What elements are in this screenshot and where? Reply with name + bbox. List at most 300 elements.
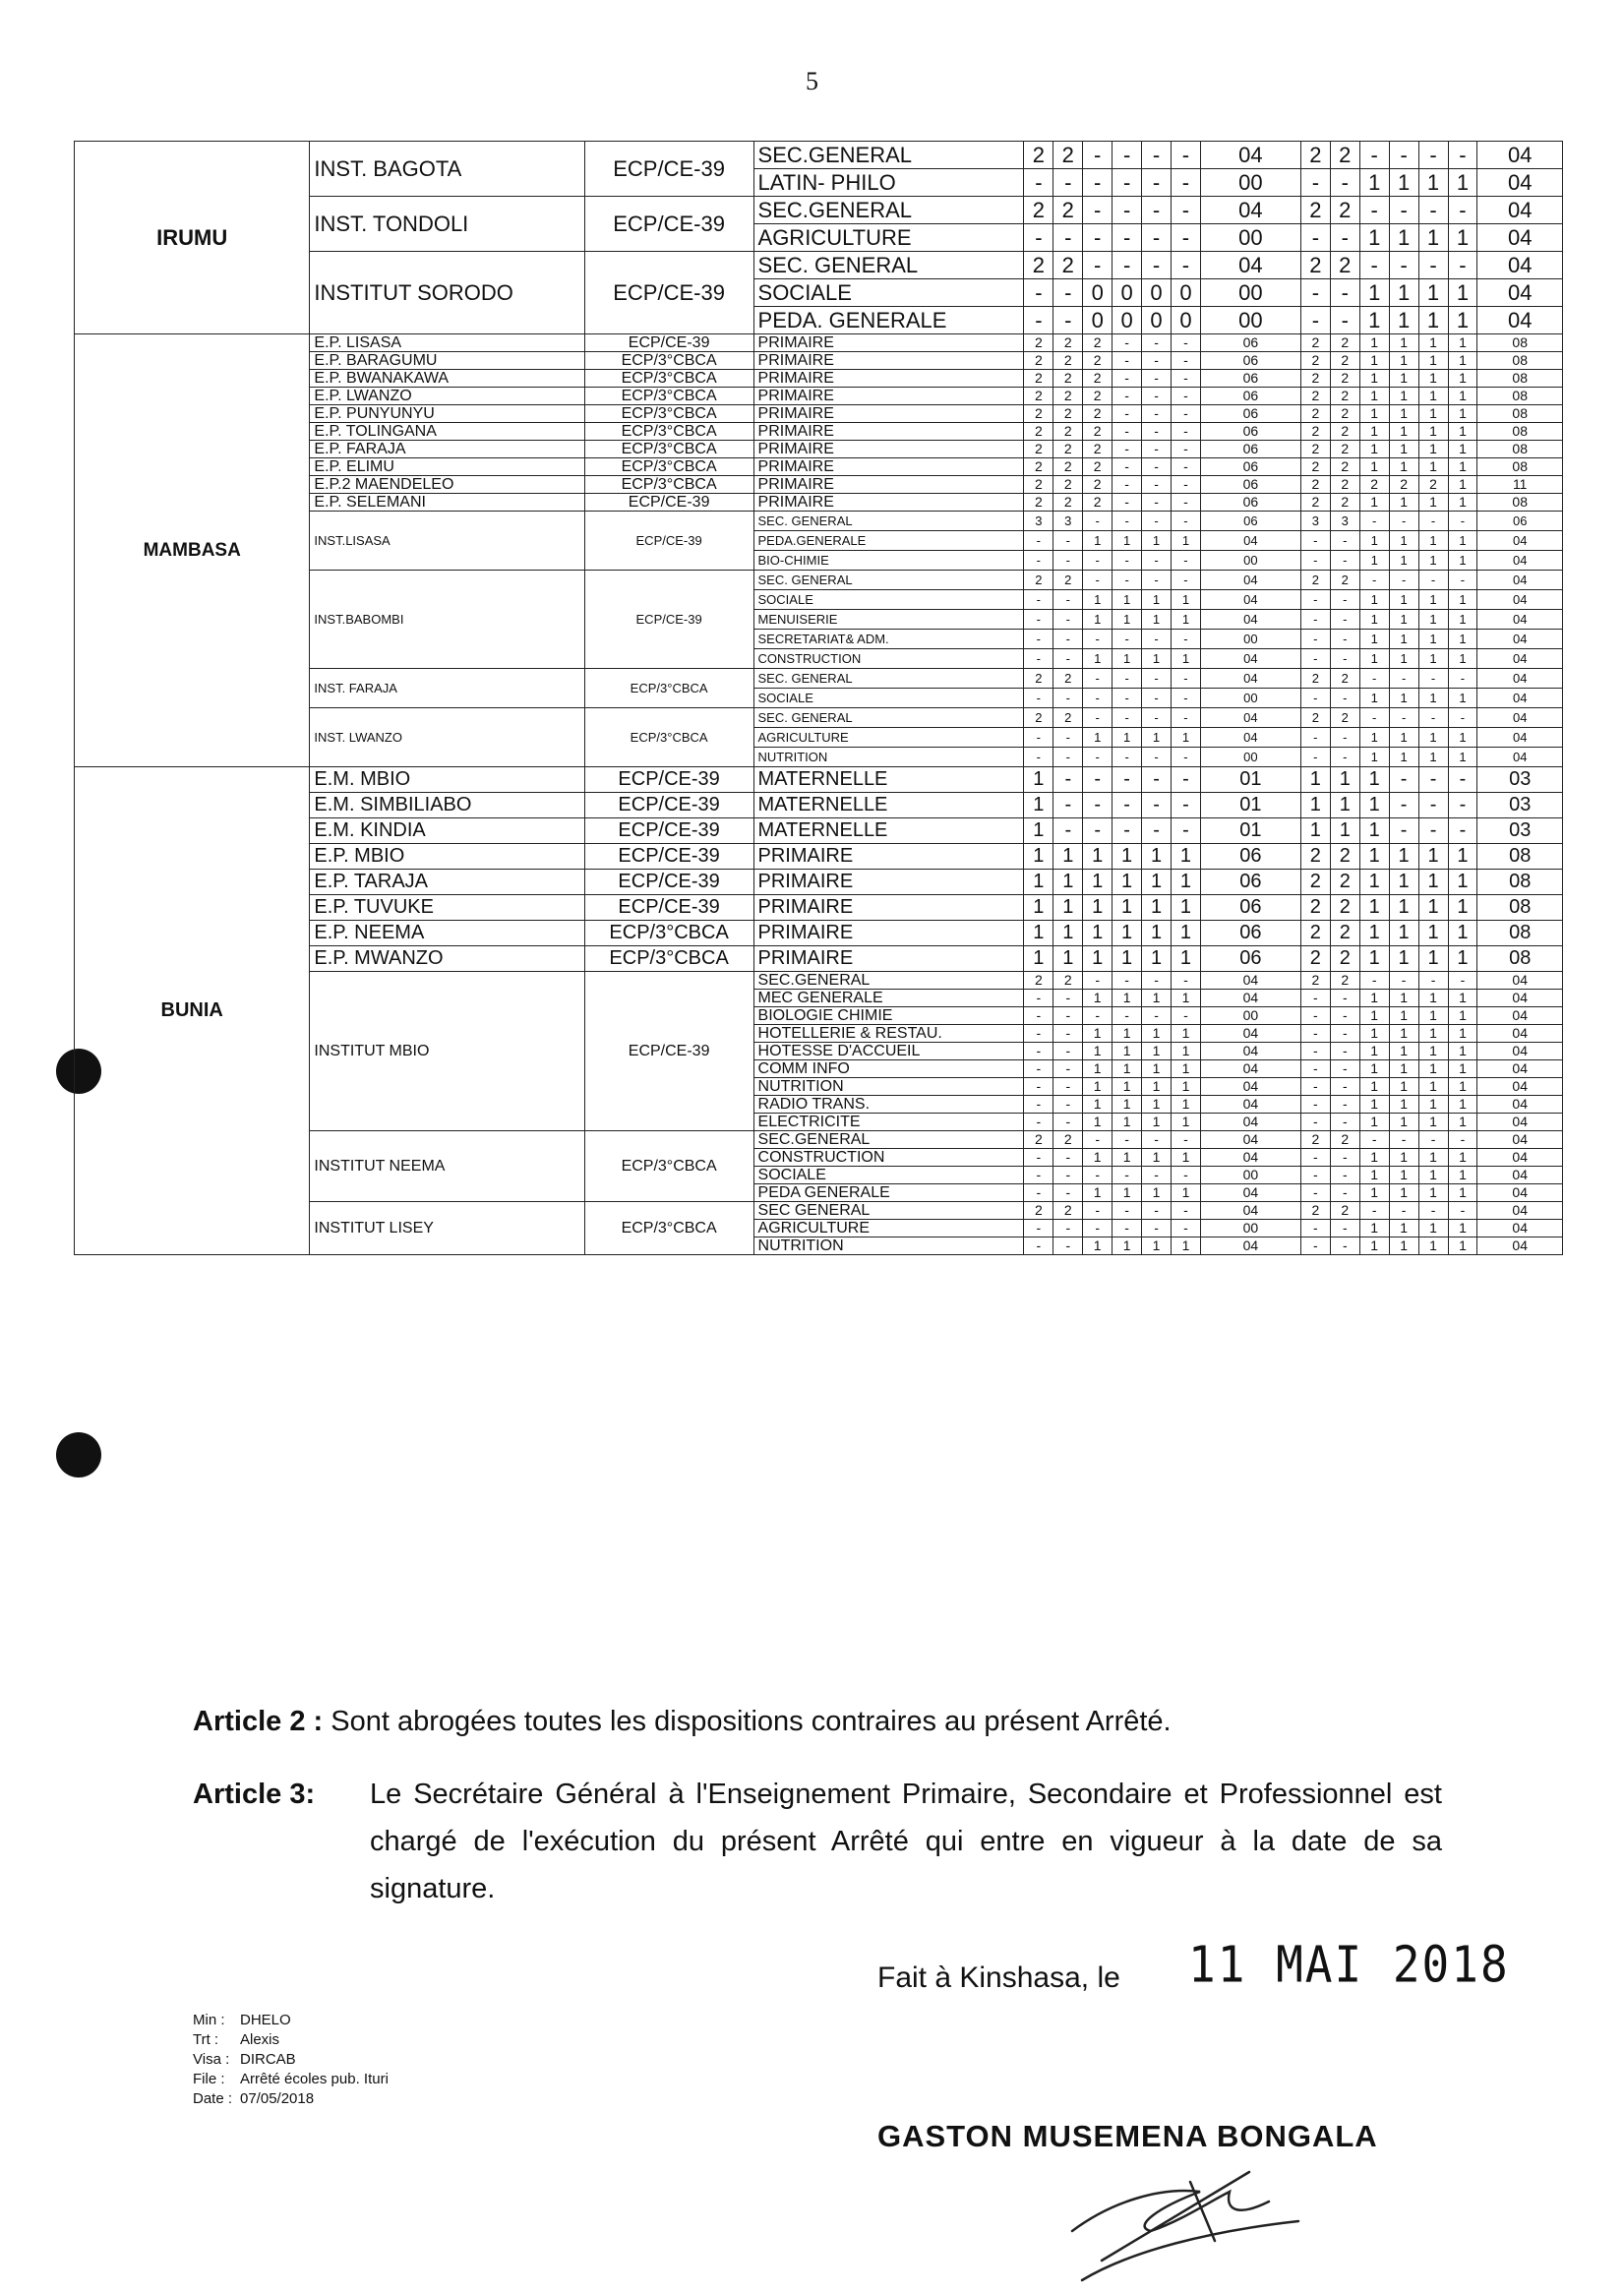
schools-table [74, 141, 1563, 1255]
count-cell: - [1330, 649, 1359, 669]
school-code-cell: ECP/CE-39 [584, 767, 753, 793]
section-cell: BIO-CHIMIE [753, 551, 1024, 571]
reference-key: Date : [193, 2090, 233, 2107]
count-cell: 1 [1113, 1114, 1142, 1131]
count-cell: - [1113, 1131, 1142, 1149]
article-2-label: Article 2 : [193, 1706, 324, 1737]
count-cell: 1 [1172, 1043, 1201, 1060]
count-cell: - [1389, 1202, 1418, 1220]
count-cell: - [1389, 708, 1418, 728]
count-cell: - [1172, 352, 1201, 370]
count-cell: - [1172, 142, 1201, 169]
total-cell: 04 [1477, 990, 1563, 1007]
count-cell: 1 [1083, 1078, 1113, 1096]
count-cell: 2 [1024, 197, 1053, 224]
total-cell: 04 [1200, 1149, 1300, 1167]
section-cell: PRIMAIRE [753, 352, 1024, 370]
count-cell: - [1300, 1007, 1330, 1025]
count-cell: 1 [1448, 352, 1477, 370]
total-cell: 04 [1477, 1025, 1563, 1043]
count-cell: - [1418, 197, 1448, 224]
count-cell: - [1142, 405, 1172, 423]
count-cell: 2 [1300, 946, 1330, 972]
count-cell: - [1172, 818, 1201, 844]
reference-value: DHELO [240, 2012, 291, 2028]
total-cell: 04 [1477, 571, 1563, 590]
school-name-cell: INST. LWANZO [310, 708, 584, 767]
count-cell: 2 [1300, 458, 1330, 476]
count-cell: - [1389, 793, 1418, 818]
count-cell: - [1389, 972, 1418, 990]
count-cell: 1 [1113, 590, 1142, 610]
count-cell: - [1418, 793, 1448, 818]
count-cell: - [1359, 512, 1389, 531]
count-cell: 1 [1359, 818, 1389, 844]
count-cell: 1 [1359, 1167, 1389, 1184]
count-cell: 2 [1053, 423, 1083, 441]
count-cell: - [1113, 972, 1142, 990]
school-code-cell: ECP/CE-39 [584, 142, 753, 197]
count-cell: 1 [1359, 279, 1389, 307]
count-cell: - [1330, 1060, 1359, 1078]
count-cell: 1 [1448, 946, 1477, 972]
section-cell: PRIMAIRE [753, 458, 1024, 476]
total-cell: 03 [1477, 818, 1563, 844]
count-cell: 2 [1330, 142, 1359, 169]
count-cell: - [1330, 531, 1359, 551]
count-cell: 1 [1389, 1237, 1418, 1255]
count-cell: - [1053, 1060, 1083, 1078]
count-cell: 1 [1418, 1007, 1448, 1025]
school-name-cell: INST.LISASA [310, 512, 584, 571]
count-cell: 1 [1083, 1184, 1113, 1202]
count-cell: - [1359, 252, 1389, 279]
count-cell: 1 [1113, 1043, 1142, 1060]
count-cell: 1 [1113, 610, 1142, 630]
count-cell: - [1024, 224, 1053, 252]
table-row [75, 334, 1563, 352]
count-cell: - [1024, 1007, 1053, 1025]
count-cell: - [1113, 405, 1142, 423]
count-cell: 1 [1418, 1149, 1448, 1167]
count-cell: 1 [1448, 1167, 1477, 1184]
total-cell: 04 [1477, 1096, 1563, 1114]
count-cell: 2 [1330, 571, 1359, 590]
count-cell: 1 [1448, 494, 1477, 512]
total-cell: 04 [1200, 1043, 1300, 1060]
section-cell: MATERNELLE [753, 767, 1024, 793]
school-name-cell: INST.BABOMBI [310, 571, 584, 669]
count-cell: - [1053, 1167, 1083, 1184]
count-cell: 1 [1083, 590, 1113, 610]
total-cell: 08 [1477, 494, 1563, 512]
count-cell: 2 [1330, 1131, 1359, 1149]
count-cell: 1 [1024, 818, 1053, 844]
count-cell: - [1083, 252, 1113, 279]
count-cell: - [1053, 818, 1083, 844]
count-cell: - [1053, 551, 1083, 571]
count-cell: 1 [1448, 649, 1477, 669]
count-cell: 1 [1418, 1184, 1448, 1202]
count-cell: 1 [1024, 921, 1053, 946]
count-cell: - [1113, 458, 1142, 476]
count-cell: 2 [1053, 142, 1083, 169]
total-cell: 06 [1200, 458, 1300, 476]
count-cell: - [1172, 458, 1201, 476]
count-cell: 1 [1448, 1114, 1477, 1131]
count-cell: 1 [1389, 870, 1418, 895]
count-cell: 1 [1172, 1025, 1201, 1043]
count-cell: 1 [1113, 1025, 1142, 1043]
count-cell: 1 [1113, 870, 1142, 895]
count-cell: - [1053, 1007, 1083, 1025]
count-cell: - [1024, 169, 1053, 197]
count-cell: - [1113, 334, 1142, 352]
section-cell: AGRICULTURE [753, 1220, 1024, 1237]
count-cell: - [1448, 252, 1477, 279]
count-cell: - [1448, 1131, 1477, 1149]
count-cell: - [1083, 142, 1113, 169]
count-cell: - [1359, 1202, 1389, 1220]
count-cell: 1 [1053, 895, 1083, 921]
count-cell: 2 [1083, 494, 1113, 512]
count-cell: - [1083, 818, 1113, 844]
school-code-cell: ECP/CE-39 [584, 818, 753, 844]
school-code-cell: ECP/3°CBCA [584, 1202, 753, 1255]
count-cell: 1 [1448, 1184, 1477, 1202]
count-cell: 1 [1330, 818, 1359, 844]
reference-key: File : [193, 2071, 225, 2087]
count-cell: - [1300, 990, 1330, 1007]
count-cell: - [1113, 224, 1142, 252]
count-cell: 1 [1448, 531, 1477, 551]
count-cell: 2 [1083, 476, 1113, 494]
total-cell: 01 [1200, 767, 1300, 793]
handwritten-signature [1043, 2133, 1338, 2290]
total-cell: 04 [1477, 689, 1563, 708]
count-cell: 2 [1024, 972, 1053, 990]
total-cell: 04 [1200, 1114, 1300, 1131]
count-cell: - [1172, 169, 1201, 197]
count-cell: - [1172, 388, 1201, 405]
total-cell: 06 [1200, 946, 1300, 972]
count-cell: - [1053, 1025, 1083, 1043]
section-cell: PRIMAIRE [753, 423, 1024, 441]
count-cell: 1 [1448, 388, 1477, 405]
count-cell: 2 [1300, 441, 1330, 458]
count-cell: 1 [1172, 844, 1201, 870]
count-cell: 2 [1053, 494, 1083, 512]
total-cell: 04 [1200, 590, 1300, 610]
count-cell: - [1172, 972, 1201, 990]
count-cell: - [1300, 1060, 1330, 1078]
total-cell: 04 [1200, 1237, 1300, 1255]
count-cell: 1 [1389, 990, 1418, 1007]
school-name-cell: INST. TONDOLI [310, 197, 584, 252]
count-cell: - [1142, 793, 1172, 818]
count-cell: 1 [1053, 844, 1083, 870]
count-cell: 1 [1359, 1025, 1389, 1043]
count-cell: 1 [1389, 370, 1418, 388]
count-cell: - [1448, 142, 1477, 169]
count-cell: 1 [1359, 1149, 1389, 1167]
count-cell: - [1053, 1149, 1083, 1167]
count-cell: 1 [1418, 224, 1448, 252]
section-cell: ELECTRICITE [753, 1114, 1024, 1131]
count-cell: 2 [1053, 370, 1083, 388]
count-cell: 1 [1359, 793, 1389, 818]
count-cell: 0 [1172, 279, 1201, 307]
count-cell: - [1300, 1114, 1330, 1131]
school-code-cell: ECP/3°CBCA [584, 921, 753, 946]
signature-stroke [1072, 2172, 1298, 2280]
count-cell: 2 [1083, 441, 1113, 458]
count-cell: 1 [1172, 990, 1201, 1007]
total-cell: 04 [1477, 1202, 1563, 1220]
count-cell: 1 [1389, 441, 1418, 458]
count-cell: 1 [1142, 1043, 1172, 1060]
count-cell: - [1142, 423, 1172, 441]
total-cell: 04 [1477, 728, 1563, 748]
count-cell: 0 [1142, 307, 1172, 334]
total-cell: 04 [1200, 1025, 1300, 1043]
count-cell: 2 [1300, 334, 1330, 352]
count-cell: - [1389, 142, 1418, 169]
count-cell: 1 [1083, 895, 1113, 921]
count-cell: 2 [1330, 1202, 1359, 1220]
count-cell: 1 [1359, 494, 1389, 512]
count-cell: 1 [1172, 1060, 1201, 1078]
total-cell: 06 [1477, 512, 1563, 531]
count-cell: - [1300, 590, 1330, 610]
count-cell: - [1024, 1078, 1053, 1096]
count-cell: 1 [1448, 476, 1477, 494]
school-name-cell: E.P. TOLINGANA [310, 423, 584, 441]
count-cell: - [1300, 630, 1330, 649]
count-cell: - [1053, 1184, 1083, 1202]
count-cell: 1 [1113, 946, 1142, 972]
count-cell: - [1300, 1096, 1330, 1114]
count-cell: 1 [1024, 895, 1053, 921]
count-cell: - [1113, 1220, 1142, 1237]
count-cell: - [1024, 1043, 1053, 1060]
count-cell: 1 [1448, 1060, 1477, 1078]
count-cell: 1 [1418, 590, 1448, 610]
count-cell: 1 [1389, 458, 1418, 476]
count-cell: 1 [1172, 590, 1201, 610]
count-cell: 1 [1418, 441, 1448, 458]
count-cell: - [1330, 1149, 1359, 1167]
count-cell: - [1418, 767, 1448, 793]
count-cell: 1 [1389, 1025, 1418, 1043]
total-cell: 04 [1200, 142, 1300, 169]
reference-line [193, 2089, 389, 2109]
count-cell: 2 [1359, 476, 1389, 494]
total-cell: 04 [1477, 630, 1563, 649]
count-cell: - [1418, 142, 1448, 169]
count-cell: 1 [1448, 551, 1477, 571]
count-cell: 1 [1142, 610, 1172, 630]
total-cell: 04 [1477, 1078, 1563, 1096]
count-cell: 2 [1300, 494, 1330, 512]
count-cell: - [1113, 370, 1142, 388]
count-cell: 1 [1389, 1149, 1418, 1167]
count-cell: - [1172, 252, 1201, 279]
count-cell: 1 [1448, 1096, 1477, 1114]
count-cell: 2 [1053, 476, 1083, 494]
count-cell: 2 [1053, 669, 1083, 689]
count-cell: - [1053, 307, 1083, 334]
count-cell: - [1024, 279, 1053, 307]
count-cell: - [1330, 689, 1359, 708]
count-cell: - [1418, 1202, 1448, 1220]
count-cell: - [1024, 689, 1053, 708]
count-cell: 1 [1359, 531, 1389, 551]
reference-value: 07/05/2018 [240, 2090, 315, 2107]
total-cell: 06 [1200, 844, 1300, 870]
count-cell: 2 [1330, 946, 1359, 972]
count-cell: 2 [1330, 458, 1359, 476]
count-cell: - [1024, 990, 1053, 1007]
school-name-cell: E.P. MBIO [310, 844, 584, 870]
count-cell: - [1113, 748, 1142, 767]
count-cell: 1 [1359, 441, 1389, 458]
count-cell: - [1172, 630, 1201, 649]
total-cell: 00 [1200, 279, 1300, 307]
count-cell: - [1024, 728, 1053, 748]
school-code-cell: ECP/3°CBCA [584, 669, 753, 708]
count-cell: 1 [1024, 844, 1053, 870]
count-cell: 1 [1359, 844, 1389, 870]
count-cell: 1 [1389, 689, 1418, 708]
count-cell: 1 [1448, 1237, 1477, 1255]
count-cell: 2 [1300, 870, 1330, 895]
count-cell: 2 [1330, 708, 1359, 728]
section-cell: PRIMAIRE [753, 334, 1024, 352]
total-cell: 04 [1200, 649, 1300, 669]
count-cell: 1 [1448, 870, 1477, 895]
count-cell: 1 [1359, 551, 1389, 571]
count-cell: 1 [1359, 1220, 1389, 1237]
count-cell: 1 [1330, 767, 1359, 793]
count-cell: - [1083, 1167, 1113, 1184]
count-cell: - [1330, 1184, 1359, 1202]
count-cell: 2 [1083, 334, 1113, 352]
count-cell: 1 [1172, 1237, 1201, 1255]
school-name-cell: E.P. TARAJA [310, 870, 584, 895]
count-cell: 1 [1359, 870, 1389, 895]
count-cell: 1 [1418, 458, 1448, 476]
total-cell: 04 [1477, 252, 1563, 279]
total-cell: 06 [1200, 423, 1300, 441]
count-cell: - [1418, 669, 1448, 689]
count-cell: - [1172, 197, 1201, 224]
count-cell: - [1083, 1007, 1113, 1025]
count-cell: 1 [1389, 1114, 1418, 1131]
total-cell: 04 [1200, 990, 1300, 1007]
table-row [75, 142, 1563, 169]
count-cell: 1 [1389, 551, 1418, 571]
count-cell: 1 [1083, 1149, 1113, 1167]
count-cell: 1 [1113, 1060, 1142, 1078]
count-cell: 1 [1053, 946, 1083, 972]
total-cell: 04 [1200, 669, 1300, 689]
total-cell: 04 [1477, 610, 1563, 630]
count-cell: - [1448, 793, 1477, 818]
total-cell: 04 [1477, 531, 1563, 551]
count-cell: - [1172, 334, 1201, 352]
total-cell: 00 [1200, 748, 1300, 767]
count-cell: 2 [1083, 352, 1113, 370]
section-cell: SEC.GENERAL [753, 142, 1024, 169]
count-cell: - [1083, 793, 1113, 818]
total-cell: 08 [1477, 870, 1563, 895]
count-cell: - [1083, 1202, 1113, 1220]
count-cell: 1 [1142, 531, 1172, 551]
count-cell: 1 [1142, 649, 1172, 669]
count-cell: 1 [1300, 767, 1330, 793]
total-cell: 06 [1200, 370, 1300, 388]
section-cell: NUTRITION [753, 1237, 1024, 1255]
reference-line [193, 2070, 389, 2089]
count-cell: 1 [1172, 1096, 1201, 1114]
school-name-cell: E.M. SIMBILIABO [310, 793, 584, 818]
count-cell: - [1083, 767, 1113, 793]
count-cell: 2 [1053, 1131, 1083, 1149]
count-cell: 1 [1448, 458, 1477, 476]
total-cell: 00 [1200, 1220, 1300, 1237]
section-cell: BIOLOGIE CHIMIE [753, 1007, 1024, 1025]
count-cell: 2 [1330, 405, 1359, 423]
total-cell: 04 [1200, 197, 1300, 224]
count-cell: - [1113, 571, 1142, 590]
count-cell: - [1053, 531, 1083, 551]
count-cell: - [1142, 1202, 1172, 1220]
total-cell: 04 [1200, 252, 1300, 279]
count-cell: 1 [1359, 946, 1389, 972]
section-cell: PRIMAIRE [753, 494, 1024, 512]
count-cell: 1 [1359, 224, 1389, 252]
school-code-cell: ECP/3°CBCA [584, 458, 753, 476]
count-cell: - [1300, 307, 1330, 334]
count-cell: 1 [1359, 1114, 1389, 1131]
total-cell: 04 [1477, 1237, 1563, 1255]
count-cell: 1 [1389, 423, 1418, 441]
count-cell: - [1330, 1043, 1359, 1060]
count-cell: 1 [1389, 1167, 1418, 1184]
total-cell: 04 [1477, 748, 1563, 767]
count-cell: 1 [1359, 728, 1389, 748]
count-cell: - [1142, 767, 1172, 793]
count-cell: - [1024, 1060, 1053, 1078]
count-cell: - [1142, 494, 1172, 512]
count-cell: - [1024, 551, 1053, 571]
count-cell: - [1142, 142, 1172, 169]
section-cell: PRIMAIRE [753, 405, 1024, 423]
count-cell: - [1142, 441, 1172, 458]
count-cell: - [1330, 728, 1359, 748]
count-cell: 1 [1389, 844, 1418, 870]
count-cell: 2 [1024, 423, 1053, 441]
count-cell: 1 [1448, 441, 1477, 458]
count-cell: 2 [1300, 708, 1330, 728]
count-cell: - [1448, 767, 1477, 793]
total-cell: 04 [1477, 649, 1563, 669]
count-cell: 1 [1448, 1043, 1477, 1060]
reference-key: Trt : [193, 2031, 219, 2048]
count-cell: - [1113, 197, 1142, 224]
count-cell: - [1053, 1114, 1083, 1131]
